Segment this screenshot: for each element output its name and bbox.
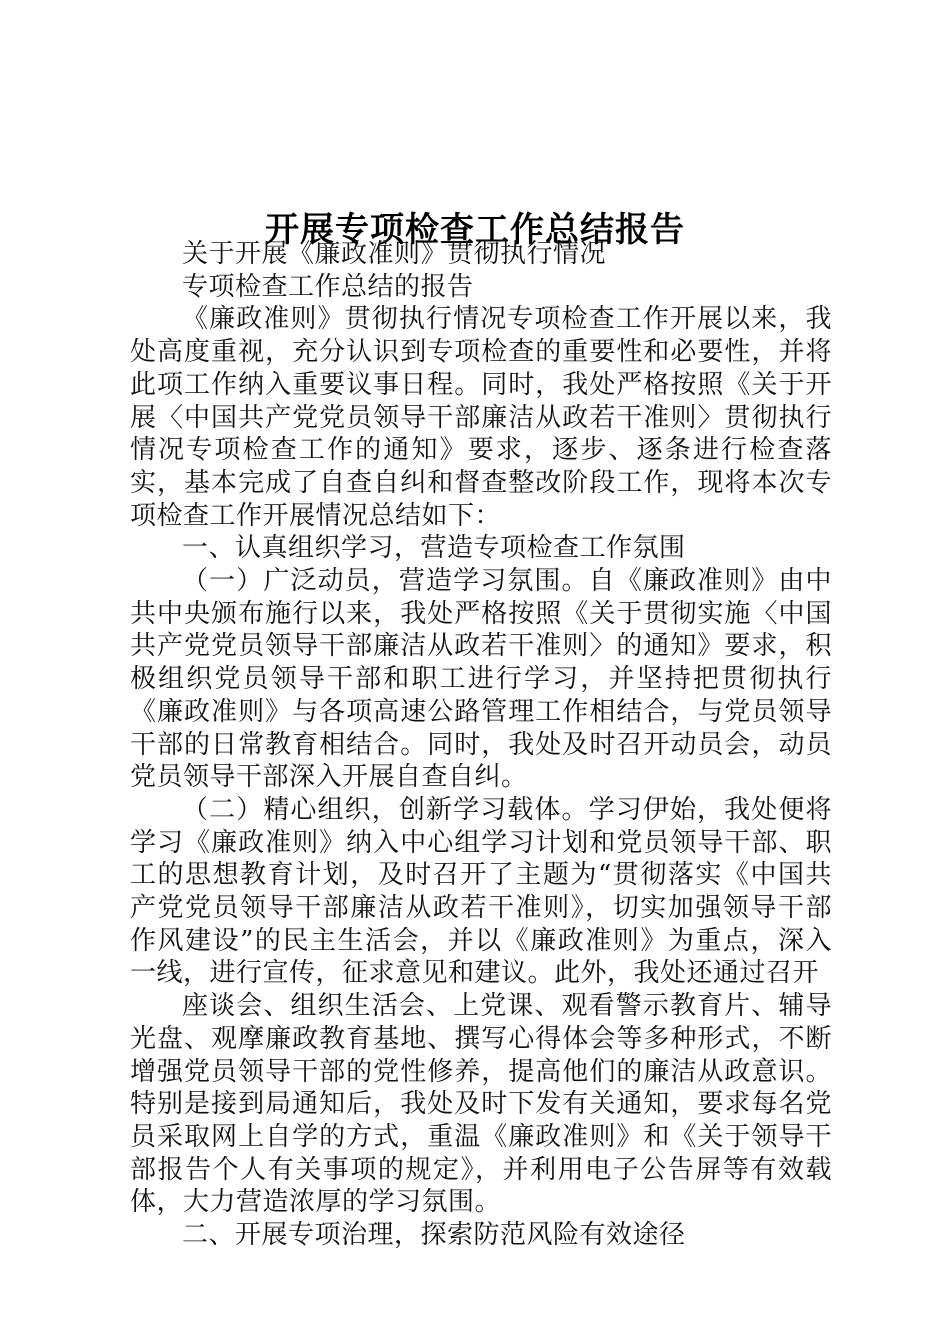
document-title: 开展专项检查工作总结报告 (265, 209, 685, 250)
body-paragraph: （二）精心组织，创新学习载体。学习伊始，我处便将学习《廉政准则》纳入中心组学习计划和党员领导干部、职工的思想教育计划，及时召开了主题为“贯彻落实《中国共产党党员领导干部廉洁从政若干准则》，切实加强领导干部作风建设”的民主生活会，并以《廉政准则》为重点，深入一线，进行宣传，征求意见和建议。此外，我处还通过召开 (130, 794, 832, 989)
subtitle-line-1: 关于开展《廉政准则》贯彻执行情况 (182, 239, 607, 269)
body-paragraph: 座谈会、组织生活会、上党课、观看警示教育片、辅导光盘、观摩廉政教育基地、撰写心得体会等多种形式，不断增强党员领导干部的党性修养，提高他们的廉洁从政意识。特别是接到局通知后，我处及时下发有关通知，要求每名党员采取网上自学的方式，重温《廉政准则》和《关于领导干部报告个人有关事项的规定》，并利用电子公告屏等有效载体，大力营造浓厚的学习氛围。 (130, 991, 832, 1218)
document-body (130, 238, 832, 1252)
section-heading-1: 一、认真组织学习，营造专项检查工作氛围 (182, 533, 686, 564)
body-paragraph: （一）广泛动员，营造学习氛围。自《廉政准则》由中共中央颁布施行以来，我处严格按照《关于贯彻实施〈中国共产党党员领导干部廉洁从政若干准则〉的通知》要求，积极组织党员领导干部和职工进行学习，并坚持把贯彻执行《廉政准则》与各项高速公路管理工作相结合，与党员领导干部的日常教育相结合。同时，我处及时召开动员会，动员党员领导干部深入开展自查自纠。 (130, 566, 832, 793)
subtitle-line-2: 专项检查工作总结的报告 (182, 271, 474, 302)
intro-paragraph: 《廉政准则》贯彻执行情况专项检查工作开展以来，我处高度重视，充分认识到专项检查的重要性和必要性，并将此项工作纳入重要议事日程。同时，我处严格按照《关于开展〈中国共产党党员领导干部廉洁从政若干准则〉贯彻执行情况专项检查工作的通知》要求，逐步、逐条进行检查落实，基本完成了自查自纠和督查整改阶段工作，现将本次专项检查工作开展情况总结如下： (130, 304, 832, 531)
section-heading-2: 二、开展专项治理，探索防范风险有效途径 (182, 1220, 686, 1251)
